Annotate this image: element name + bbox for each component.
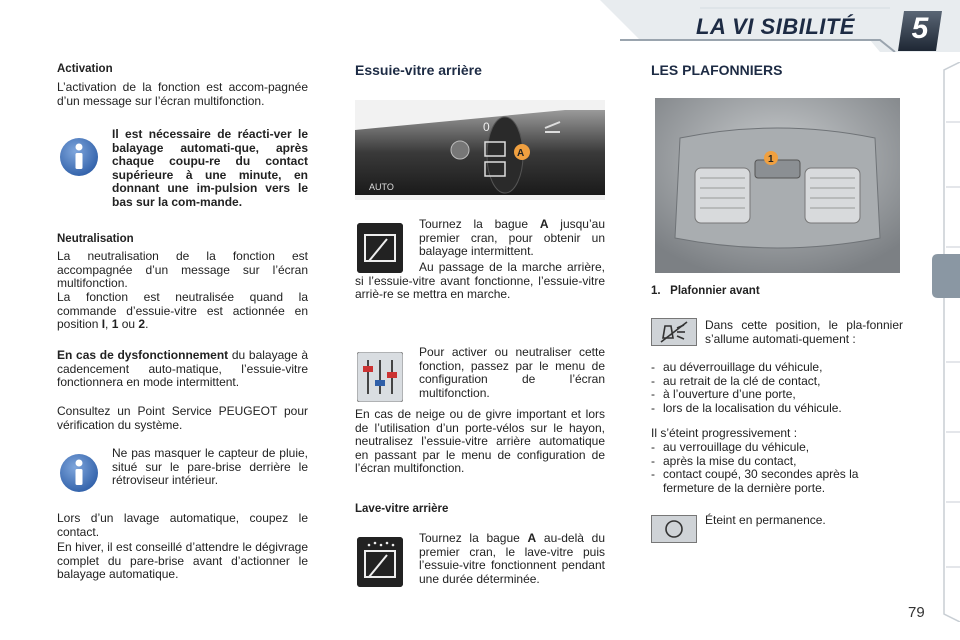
chapter-number: 5 <box>911 12 929 45</box>
allume-list <box>651 361 906 415</box>
list-item: - au retrait de la clé de contact, <box>651 375 906 389</box>
chapter-title: LA VI SIBILITÉ <box>696 14 855 39</box>
page-number: 79 <box>908 604 925 621</box>
activation-heading: Activation <box>57 63 113 75</box>
info2-text: Ne pas masquer le capteur de pluie, situé sur le pare-brise derrière le rétroviseur intérieur. <box>112 446 308 487</box>
list-item: - au verrouillage du véhicule, <box>651 441 906 455</box>
lave-text: Tournez la bague <box>419 531 528 545</box>
dysfonction-text: du balayage à cadencement auto-matique, l’essuie-vitre fonctionnera en mode intermittent. <box>57 348 308 389</box>
lave-paragraph <box>419 532 605 586</box>
neutralisation-text1: La neutralisation de la fonction est accompagnée d’un message sur l’écran multifonction. <box>57 249 308 290</box>
tournez-paragraph <box>419 218 605 259</box>
tournez-text: Tournez la bague <box>419 217 540 231</box>
position-text: Dans cette position, le pla-fonnier s’allume automati-quement : <box>705 318 903 346</box>
sep: , <box>105 317 112 331</box>
list-item: - après la mise du contact, <box>651 455 906 469</box>
plafonnier-avant-label: 1. Plafonnier avant <box>651 285 760 297</box>
tournez-text: jusqu’au premier cran, pour obtenir un balayage intermittent. <box>419 217 605 258</box>
permanence-text: Éteint en permanence. <box>705 513 826 527</box>
stalk-label-a: A <box>517 148 525 159</box>
list-item: - contact coupé, 30 secondes après la fermeture de la dernière porte. <box>651 468 906 495</box>
list-item: - à l’ouverture d’une porte, <box>651 388 906 402</box>
neutralisation-heading: Neutralisation <box>57 233 134 245</box>
configuration-menu-icon <box>357 352 403 402</box>
neutralisation-text2-body: La fonction est neutralisée quand la commande d’essuie-vitre est actionnée en position <box>57 290 308 331</box>
consult-text: Consultez un Point Service PEUGEOT pour vérification du système. <box>57 404 308 432</box>
plafonniers-title: LES PLAFONNIERS <box>651 62 783 78</box>
wiper-stalk-image <box>355 100 605 200</box>
activer-text: Pour activer ou neutraliser cette fonction, passez par le menu de configuration de l’écran multifonction. <box>419 345 605 400</box>
ceiling-light-image <box>655 98 900 273</box>
eteint-list <box>651 441 906 495</box>
sep: . <box>145 317 149 331</box>
light-auto-position-icon <box>651 318 697 346</box>
sep: ou <box>118 317 139 331</box>
ring-a: A <box>539 217 549 231</box>
light-off-position-icon <box>651 515 697 543</box>
svg-text:0: 0 <box>483 120 490 134</box>
info1-text-indent <box>112 128 308 209</box>
ring-a: A <box>527 531 537 545</box>
info-icon <box>58 136 100 178</box>
neige-text: En cas de neige ou de givre important et lors de l’utilisation d’un porte-vélos sur le hayon, neutralisez l’essuie-vitre arrière automatique en passant par le menu de configuration de l’écran multifonction. <box>355 407 605 475</box>
hiver-text: En hiver, il est conseillé d’attendre le dégivrage complet du pare-brise avant d’actionner le balayage automatique. <box>57 540 308 581</box>
stalk-auto: AUTO <box>369 182 394 192</box>
info-icon <box>58 452 100 494</box>
lavage-text: Lors d’un lavage automatique, coupez le contact. <box>57 511 308 539</box>
position-2: 2 <box>138 317 146 331</box>
dysfonction-paragraph <box>57 349 308 390</box>
lave-vitre-heading: Lave-vitre arrière <box>355 503 449 515</box>
neutralisation-text2 <box>57 291 308 332</box>
list-item: - lors de la localisation du véhicule. <box>651 402 906 416</box>
dysfonction-heading: En cas de dysfonctionnement <box>57 348 229 362</box>
list-item: - au déverrouillage du véhicule, <box>651 361 906 375</box>
rear-washer-icon <box>357 537 403 587</box>
marche-text: Au passage de la marche arrière, si l’essuie-vitre avant fonctionne, l’essuie-vitre arriè-re se mettra en marche. <box>355 260 605 301</box>
lave-text: au-delà du premier cran, le lave-vitre puis l’essuie-vitre fonctionnent pendant une durée déterminée. <box>419 531 605 586</box>
chapter-side-tabs[interactable] <box>930 62 960 622</box>
essuie-vitre-title: Essuie-vitre arrière <box>355 62 482 78</box>
position-1: 1 <box>111 317 119 331</box>
activation-text: L’activation de la fonction est accom-pagnée d’un message sur l’écran multifonction. <box>57 80 308 108</box>
eteint-intro: Il s’éteint progressivement : <box>651 426 798 440</box>
info1-text: Il est nécessaire de réacti-ver le balayage automati-que, après chaque coupu-re du contact supérieure à une minute, en donnant une im-pulsion vers le bas sur la com-mande. <box>112 127 308 209</box>
photo-label-1: 1 <box>768 154 774 165</box>
position-i: I <box>101 317 106 331</box>
